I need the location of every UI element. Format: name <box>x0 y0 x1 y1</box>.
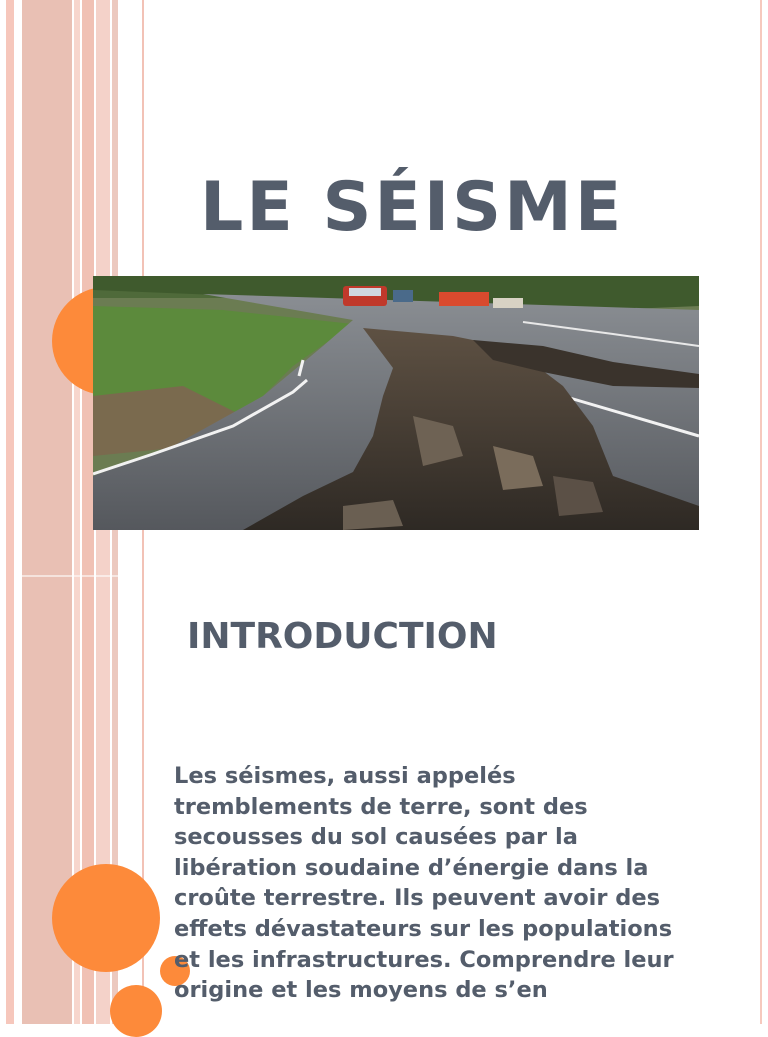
earthquake-road-photo <box>93 276 699 530</box>
intro-paragraph: Les séismes, aussi appelés tremblements de terre, sont des secousses du sol causées par la libération soudaine d’énergie dans la croûte terrestre. Ils peuvent avoir des effets dévastateurs sur les populations et les infrastructures. Comprendre leur origine et les moyens de s’en <box>174 763 674 1004</box>
stripe <box>22 0 72 1024</box>
decorative-circle-bottom <box>110 985 162 1037</box>
stripe-seam <box>22 575 118 577</box>
decorative-circle-large <box>52 864 160 972</box>
section-heading: INTRODUCTION <box>187 616 498 657</box>
stripe <box>6 0 14 1024</box>
right-border-line <box>760 0 762 1024</box>
page-title: LE SÉISME <box>200 168 625 247</box>
